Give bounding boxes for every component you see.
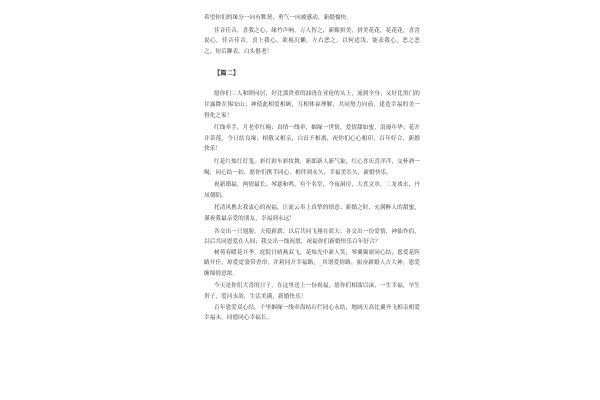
paragraph-8: 今天是你们大喜的日子，在这里送上一份祝福，愿你们相濡以沫，一生幸福，早生贵子，爱河永浴，生活美满，新婚快乐！ <box>204 283 420 301</box>
section-heading: 【篇二】 <box>214 70 240 78</box>
paragraph-2: 红线牵手，月老牵红绳；真情一线牵，姻缘一世情，爱情甜如蜜，浪漫年华；花开并蒂莲，今日结良缘；相敬又相亲，白首不相离，祝你们心心相印，百年好合，新婚快乐！ <box>204 125 420 153</box>
paragraph-6: 各交出一只翅膀，天使新薪，以后共同飞翔在蓝天；各交出一份爱情，神仙作侣，以后共同恩爱在人间；我交出一线祝愿，祝福你们新婚快乐百年好合？ <box>204 228 420 246</box>
paragraph-1: 愿你们二人和睦同居，好比那贵重的油浇在亚伦的头上，流到全身；又好比黑门的甘露降在锡安山；神使此相爱相顾，互相体谅理解，共同努力向前，建造幸福的美一督化之家！ <box>204 91 420 119</box>
paragraph-3: 红花红烛红灯笼，彩灯彩车彩妆舞，新郎新人新气象，红心喜庆喜洋洋，交杯酒一喝，同心结一扣，愿你们携手同心，相伴到永久，幸福美长久，新婚快乐。 <box>204 158 420 176</box>
paragraph-9: 百年恩爱双心结，千里姻缘一线牵海枯石烂同心永结，地阔天高比翼齐飞相亲相爱幸福永，同德同心幸福长。 <box>204 304 420 322</box>
document-body <box>204 0 420 324</box>
paragraph-poem: 佳音佳音，喜我之心，缘竹声响，万人智之，新媚拼美，拼美花花，花花花，喜喜说心，佳音佳音，喜上我心，欲视沉懒，左右恶之，以何适浅，能表我心，恶之恶之，短后聊表，白头偕老！ <box>204 27 420 55</box>
paragraph-5: 托清风携去我衷心的祝福，让流云奉上真挚的情意；新婚之时，充满醉人的甜蜜，谨祝我最亲爱的朋友，幸福到永远！ <box>204 205 420 222</box>
top-spacer <box>204 0 420 13</box>
paragraph-7: 树苑春暖花开季，庭院日晴燕双飞，花烛光中新人笑，琴翼频窗同心结，恩爱花阵路开任，琼爱霓裳带香帘，并莉同开幸福路，_其谱爱情路，振奋新婚人吉大神，恩爱缠绵情意浓。 <box>204 249 420 277</box>
paragraph-4: 祝新婚福，两情最长，琴瑟和鸣，有个名堂，今夜洞房，大喜文章，二龙戏水，丹凤朝阳。 <box>204 182 420 199</box>
paragraph-intro: 希望你们的缘分一向有默契，勇气一向被感动，新婚愉快。 <box>204 15 353 21</box>
